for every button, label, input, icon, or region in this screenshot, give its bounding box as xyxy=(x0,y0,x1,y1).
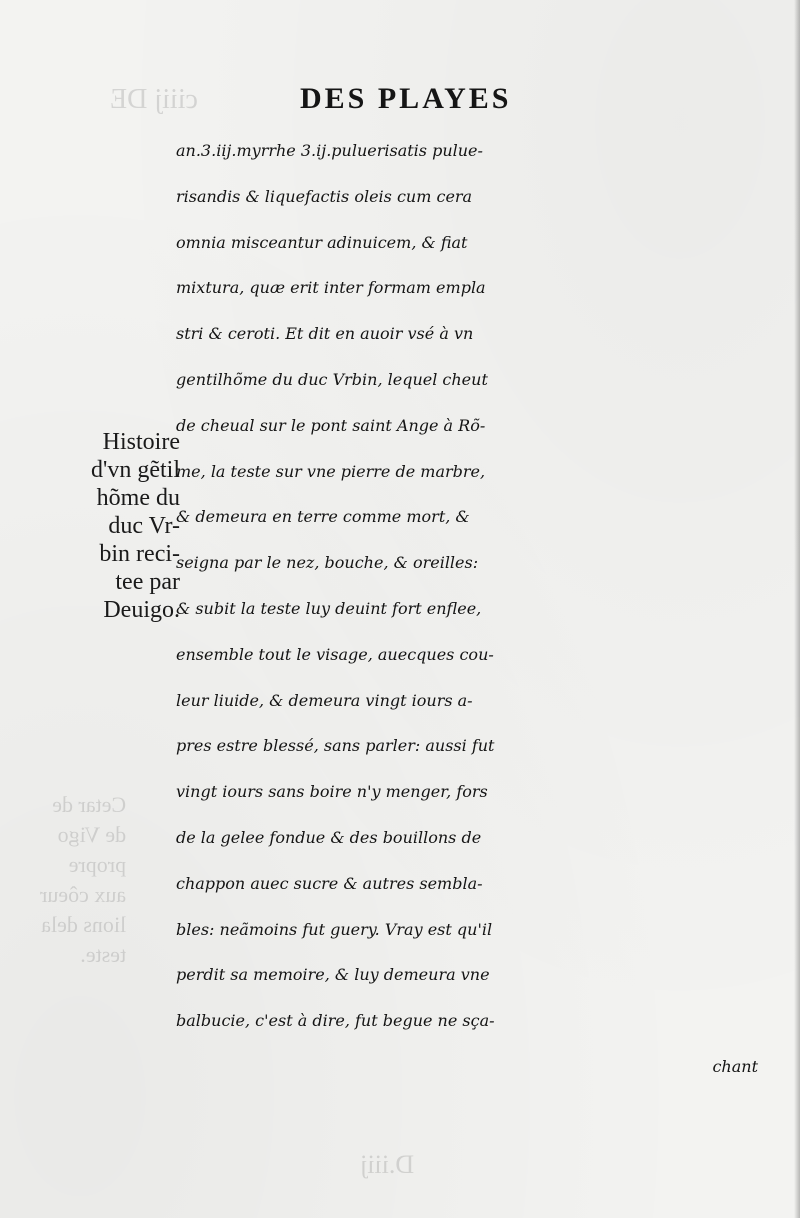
main-text-block xyxy=(176,128,776,1090)
marginal-note-line: tee par xyxy=(115,569,180,595)
show-through-signature: D.iiij xyxy=(360,1150,415,1179)
text-line: mixtura, quæ erit inter formam empla xyxy=(176,278,486,298)
text-line: gentilhõme du duc Vrbin, lequel cheut xyxy=(176,369,488,389)
text-line: de la gelee fondue & des bouillons de xyxy=(176,827,482,847)
text-line: an.3.iij.myrrhe 3.ij.puluerisatis pulue- xyxy=(176,141,483,160)
catchword: chant xyxy=(712,1056,758,1076)
show-through-marginal-note: Cetar de de Vigo propre aux côeur lions dela teste. xyxy=(40,792,127,967)
marginal-note-line: bin reci- xyxy=(99,541,180,567)
text-line: balbucie, c'est à dire, fut begue ne sça- xyxy=(176,1011,495,1031)
text-line: me, la teste sur vne pierre de marbre, xyxy=(176,461,486,481)
text-line: bles: neãmoins fut guery. Vray est qu'il xyxy=(176,919,493,939)
marginal-note-line: hõme du xyxy=(96,485,180,511)
text-line: omnia misceantur adinuicem, & fiat xyxy=(176,232,468,252)
text-line: seigna par le nez, bouche, & oreilles: xyxy=(176,553,479,573)
text-line: ensemble tout le visage, auecques cou- xyxy=(176,644,494,664)
text-line: & demeura en terre comme mort, & xyxy=(176,507,470,527)
page-edge-shadow xyxy=(794,0,800,1218)
marginal-note-line: d'vn gẽtil xyxy=(91,457,180,483)
marginal-note xyxy=(40,428,180,624)
text-line: vingt iours sans boire n'y menger, fors xyxy=(176,782,488,802)
text-line: risandis & liquefactis oleis cum cera xyxy=(176,186,473,206)
text-line: stri & ceroti. Et dit en auoir vsé à vn xyxy=(176,324,474,344)
marginal-note-line: Histoire xyxy=(102,429,180,455)
running-head: DES PLAYES xyxy=(300,82,512,115)
text-line: perdit sa memoire, & luy demeura vne xyxy=(176,965,490,985)
marginal-note-line: duc Vr- xyxy=(108,513,180,539)
text-line: chappon auec sucre & autres sembla- xyxy=(176,873,483,893)
marginal-note-line: Deuigo. xyxy=(103,597,180,623)
text-line: de cheual sur le pont saint Ange à Rõ- xyxy=(176,415,486,435)
show-through-running-head: ciiij DE xyxy=(110,84,198,115)
text-line: & subit la teste luy deuint fort enflee, xyxy=(176,598,482,618)
text-line: pres estre blessé, sans parler: aussi fut xyxy=(176,736,495,756)
text-line: leur liuide, & demeura vingt iours a- xyxy=(176,690,473,710)
